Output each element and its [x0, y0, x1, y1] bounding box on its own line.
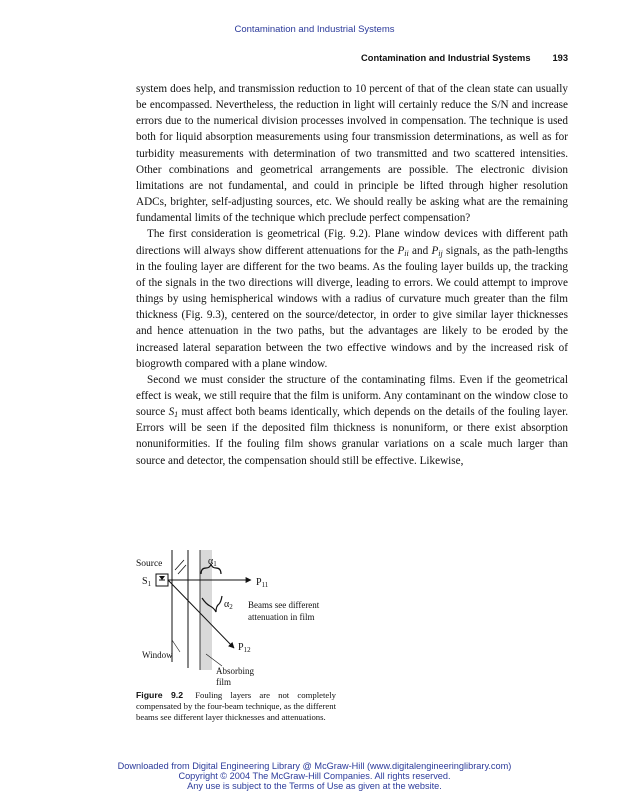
figure-caption	[136, 690, 336, 724]
paragraph-2-part-b: and	[408, 244, 432, 257]
paragraph-2-part-a: The first consideration is geometrical (Fig. 9.2). Plane window devices with different path directions will always show different attenuations for the	[136, 228, 568, 257]
footer	[0, 761, 629, 792]
symbol-p-ij: $P_{ij}$	[431, 244, 443, 258]
top-banner: Contamination and Industrial Systems	[234, 24, 395, 35]
footer-line-2: Copyright © 2004 The McGraw-Hill Companies. All rights reserved.	[178, 771, 451, 782]
paragraph-3-part-a: Second we must consider the structure of the contaminating films. Even if the geometrical effect is weak, we still require that the film is uniform. Any contaminant on the window close to source	[136, 373, 568, 419]
window-label: Window	[142, 650, 173, 660]
footer-line-3: Any use is subject to the Terms of Use as given at the website.	[187, 781, 442, 792]
p12-label: $P_{12}$	[238, 642, 251, 654]
beams-note-line-1: Beams see different	[248, 600, 320, 610]
s1-label: $S_1$	[142, 576, 152, 588]
caption-text: Fouling layers are not completely compensated by the four-beam technique, as the different beams see different layer thicknesses and attenuations.	[136, 690, 336, 723]
figure-9-2	[136, 540, 356, 690]
footer-line-1: Downloaded from Digital Engineering Library @ McGraw-Hill (www.digitalengineeringlibrary.com)	[117, 761, 512, 771]
window-hatch-2	[178, 565, 186, 574]
paragraph-3	[136, 372, 568, 469]
running-head	[136, 53, 568, 63]
body-text	[136, 81, 568, 469]
film-label-line-1: Absorbing	[216, 666, 254, 676]
window-leader	[172, 640, 180, 652]
caption-label: Figure 9.2	[136, 690, 184, 700]
film-label-line-2: film	[216, 677, 231, 687]
paragraph-1: system does help, and transmission reduction to 10 percent of that of the clean state can usually be encompassed. Nevertheless, the reduction in light will certainly reduce the S/N and increase errors due to the numerical division processes involved in compensation. The technique is used both for liquid absorption measurements using four transmission determinations, as well as for turbidity measurements with determination of two transmitted and two scattered intensities. Other combinations and geometrical arrangements are possible. The electronic division limitations are not fundamental, and could in principle be lifted through higher resolution ADCs, brighter, self-adjusting sources, etc. We should really be asking what are the remaining fundamental limits of the technique which preclude perfect compensation?	[136, 83, 568, 225]
symbol-p-ii: $P_{ii}$	[397, 244, 409, 258]
figure-diagram	[136, 540, 356, 690]
paragraph-2	[136, 226, 568, 371]
symbol-s1: $S_1$	[168, 406, 179, 420]
alpha2-label: $\alpha_2$	[224, 599, 233, 611]
alpha1-label: $\alpha_1$	[208, 556, 217, 568]
page-number: 193	[552, 53, 568, 63]
source-label: Source	[136, 559, 163, 569]
p11-label: $P_{11}$	[256, 577, 269, 589]
running-head-title: Contamination and Industrial Systems	[361, 53, 531, 63]
beams-note-line-2: attenuation in film	[248, 612, 315, 622]
paragraph-2-part-c: signals, as the path-lengths in the fouling layer are different for the two beams. As the fouling layer builds up, the tracking of the signals in the two directions will diverge, leading to errors. We could attempt to improve things by using hemispherical windows with a radius of curvature much greater than the film thickness (Fig. 9.3), centered on the source/detector, in order to give similar layer thicknesses and hence attenuation in the two paths, but the advantages are likely to be eroded by the increased lateral separation between the two effective windows and by the increased risk of biogrowth compared with a plane window.	[136, 244, 568, 370]
paragraph-3-part-b: must affect both beams identically, which depends on the details of the fouling layer. Errors will be seen if the deposited film thickness is nonuniform, or there exist absorption nonuniformities. If the fouling film shows granular variations on a scale much larger than source and detector, the compensation should still be effective. Likewise,	[136, 406, 569, 467]
